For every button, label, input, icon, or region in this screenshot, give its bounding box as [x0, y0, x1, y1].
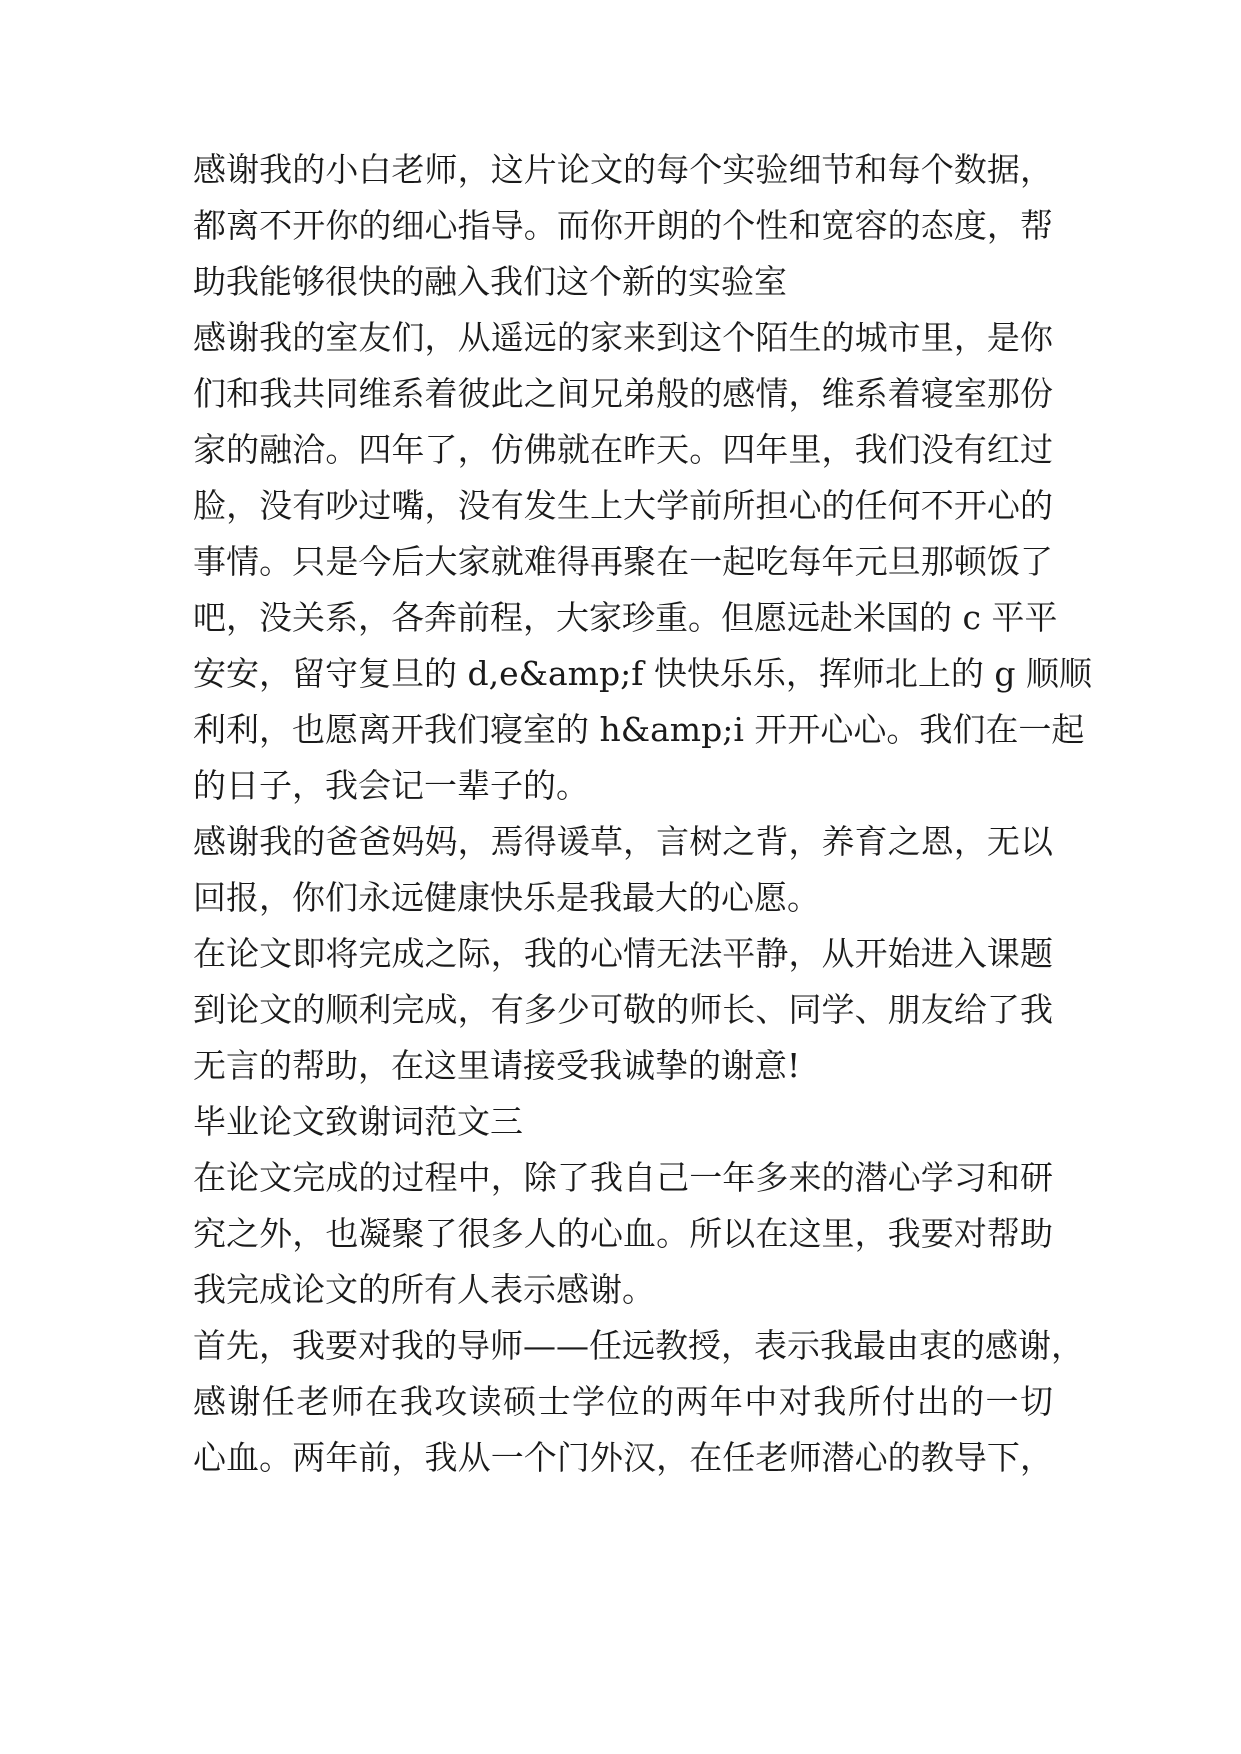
text-line: 们和我共同维系着彼此之间兄弟般的感情，维系着寝室那份: [193, 374, 1053, 413]
section-heading: 毕业论文致谢词范文三: [193, 1102, 523, 1141]
text-line: 在论文完成的过程中，除了我自己一年多来的潜心学习和研: [193, 1158, 1053, 1197]
text-line: 家的融洽。四年了，仿佛就在昨天。四年里，我们没有红过: [193, 430, 1053, 469]
text-line: 感谢任老师在我攻读硕士学位的两年中对我所付出的一切: [193, 1382, 1053, 1421]
text-line: 在论文即将完成之际，我的心情无法平静，从开始进入课题: [193, 934, 1053, 973]
text-line: 利利，也愿离开我们寝室的 h&amp;i 开开心心。我们在一起: [193, 710, 1085, 749]
text-line: 都离不开你的细心指导。而你开朗的个性和宽容的态度，帮: [193, 206, 1053, 245]
text-line: 究之外，也凝聚了很多人的心血。所以在这里，我要对帮助: [193, 1214, 1053, 1253]
text-line: 脸，没有吵过嘴，没有发生上大学前所担心的任何不开心的: [193, 486, 1053, 525]
text-line: 我完成论文的所有人表示感谢。: [193, 1270, 655, 1309]
text-line: 感谢我的爸爸妈妈，焉得谖草，言树之背，养育之恩，无以: [193, 822, 1053, 861]
text-line: 首先，我要对我的导师——任远教授，表示我最由衷的感谢，: [193, 1326, 1084, 1365]
text-line: 感谢我的小白老师，这片论文的每个实验细节和每个数据，: [193, 150, 1053, 189]
text-line: 回报，你们永远健康快乐是我最大的心愿。: [193, 878, 820, 917]
text-line: 助我能够很快的融入我们这个新的实验室: [193, 262, 787, 301]
text-line: 吧，没关系，各奔前程，大家珍重。但愿远赴米国的 c 平平: [193, 598, 1058, 637]
text-line: 心血。两年前，我从一个门外汉，在任老师潜心的教导下，: [193, 1438, 1053, 1477]
text-line: 感谢我的室友们，从遥远的家来到这个陌生的城市里，是你: [193, 318, 1053, 357]
text-line: 事情。只是今后大家就难得再聚在一起吃每年元旦那顿饭了: [193, 542, 1053, 581]
text-line: 到论文的顺利完成，有多少可敬的师长、同学、朋友给了我: [193, 990, 1053, 1029]
text-line: 安安，留守复旦的 d,e&amp;f 快快乐乐，挥师北上的 g 顺顺: [193, 654, 1093, 693]
text-line: 的日子，我会记一辈子的。: [193, 766, 589, 805]
text-line: 无言的帮助，在这里请接受我诚挚的谢意!: [193, 1046, 801, 1085]
